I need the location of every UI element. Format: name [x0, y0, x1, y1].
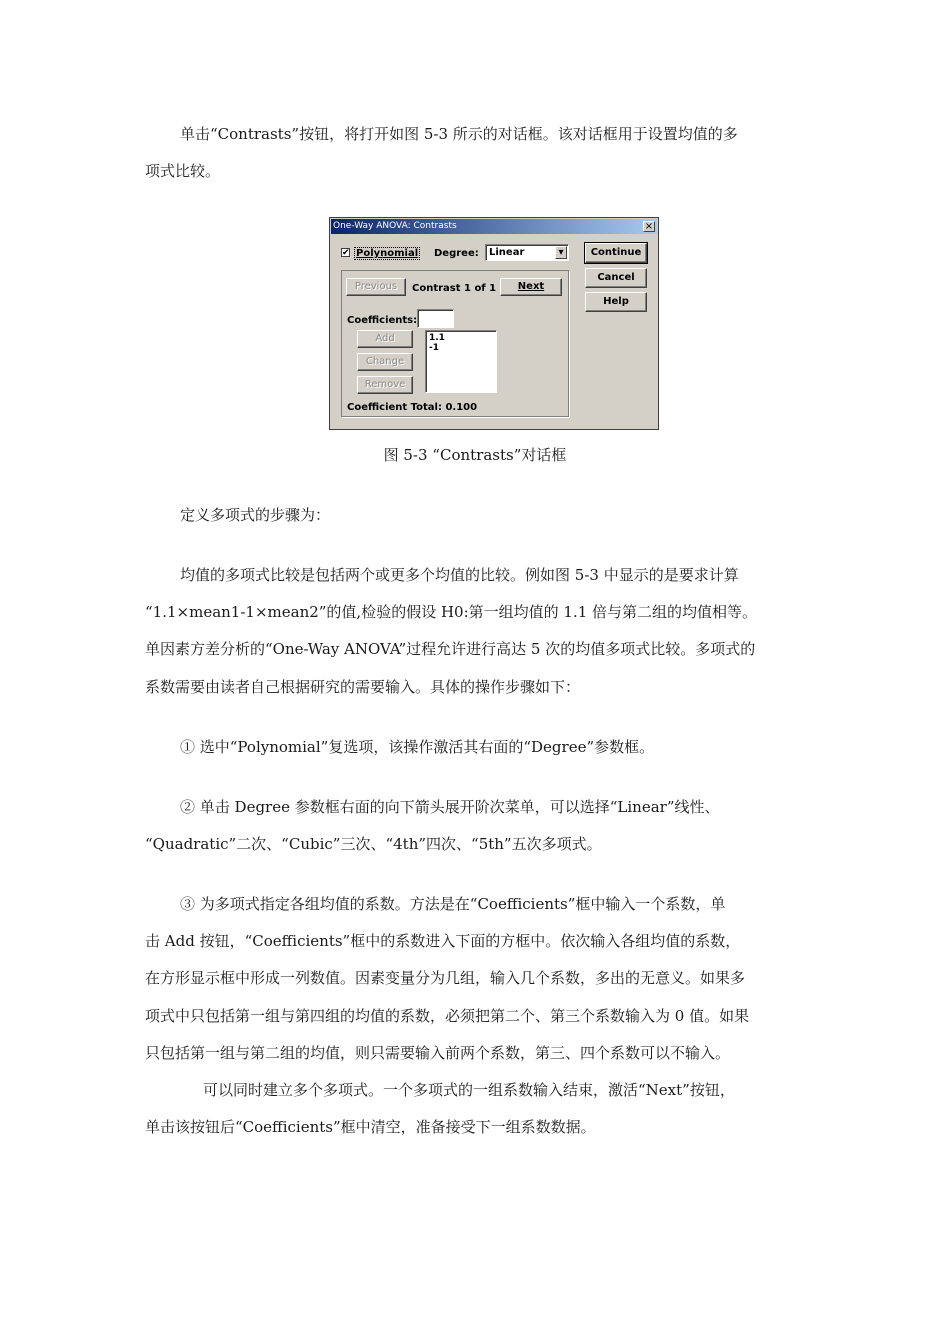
change-button[interactable]: Change	[357, 353, 413, 371]
previous-button[interactable]: Previous	[346, 278, 406, 296]
coefficients-list[interactable]	[425, 330, 497, 393]
list-item[interactable]: 1.1	[429, 333, 445, 343]
paragraph-3-line-3: 单因素方差分析的“One-Way ANOVA”过程允许进行高达 5 次的均值多项式比较。多项式的	[145, 640, 756, 658]
chevron-down-icon[interactable]: ▾	[555, 246, 567, 259]
dialog-title-bar	[331, 219, 657, 234]
list-item[interactable]: -1	[429, 343, 439, 353]
paragraph-4-line-1: 可以同时建立多个多项式。一个多项式的一组系数输入结束，激活“Next”按钮，	[203, 1081, 735, 1099]
paragraph-4-line-2: 单击该按钮后“Coefficients”框中清空，准备接受下一组系数数据。	[145, 1118, 596, 1136]
coefficients-label: Coefficients:	[347, 315, 418, 326]
contrasts-dialog	[329, 217, 659, 430]
cancel-button[interactable]: Cancel	[585, 268, 647, 288]
paragraph-2: 定义多项式的步骤为：	[180, 506, 331, 524]
dialog-title: One-Way ANOVA: Contrasts	[333, 221, 457, 231]
figure-caption: 图 5-3 “Contrasts”对话框	[383, 446, 567, 464]
contrast-status: Contrast 1 of 1	[412, 283, 497, 294]
step-3-line-2: 击 Add 按钮，“Coefficients”框中的系数进入下面的方框中。依次输入各组均值的系数，	[145, 932, 741, 950]
degree-value: Linear	[489, 247, 525, 258]
add-button[interactable]: Add	[357, 330, 413, 348]
step-3-line-4: 项式中只包括第一组与第四组的均值的系数，必须把第二个、第三个系数输入为 0 值。如果	[145, 1007, 750, 1025]
coefficient-total: Coefficient Total: 0.100	[347, 402, 478, 413]
paragraph-3-line-4: 系数需要由读者自己根据研究的需要输入。具体的操作步骤如下：	[145, 678, 581, 696]
degree-label: Degree:	[434, 248, 479, 259]
close-icon[interactable]: ×	[644, 221, 654, 232]
paragraph-3-line-1: 均值的多项式比较是包括两个或更多个均值的比较。例如图 5-3 中显示的是要求计算	[180, 566, 739, 584]
polynomial-label[interactable]: Polynomial	[356, 248, 419, 259]
continue-button[interactable]: Continue	[585, 243, 647, 263]
degree-dropdown[interactable]	[485, 244, 569, 261]
step-3-line-1: ③ 为多项式指定各组均值的系数。方法是在“Coefficients”框中输入一个系数，单	[180, 895, 726, 913]
next-button[interactable]: Next	[500, 278, 562, 296]
step-1: ① 选中“Polynomial”复选项，该操作激活其右面的“Degree”参数框。	[180, 738, 655, 756]
step-3-line-5: 只包括第一组与第二组的均值，则只需要输入前两个系数，第三、四个系数可以不输入。	[145, 1044, 731, 1062]
help-button[interactable]: Help	[585, 292, 647, 312]
remove-button[interactable]: Remove	[357, 376, 413, 394]
polynomial-checkbox[interactable]: ✔	[342, 248, 350, 258]
step-3-line-3: 在方形显示框中形成一列数值。因素变量分为几组，输入几个系数，多出的无意义。如果多	[145, 969, 746, 987]
paragraph-1-line-1: 单击“Contrasts”按钮，将打开如图 5-3 所示的对话框。该对话框用于设置均值的多	[180, 125, 738, 143]
coefficients-input[interactable]	[417, 309, 454, 328]
paragraph-3-line-2: “1.1×mean1-1×mean2”的值,检验的假设 H0:第一组均值的 1.1 倍与第二组的均值相等。	[145, 603, 758, 621]
step-2-line-1: ② 单击 Degree 参数框右面的向下箭头展开阶次菜单，可以选择“Linear”线性、	[180, 798, 720, 816]
paragraph-1-line-2: 项式比较。	[145, 162, 221, 180]
contrast-group	[341, 270, 569, 417]
step-2-line-2: “Quadratic”二次、“Cubic”三次、“4th”四次、“5th”五次多项式。	[145, 835, 602, 853]
